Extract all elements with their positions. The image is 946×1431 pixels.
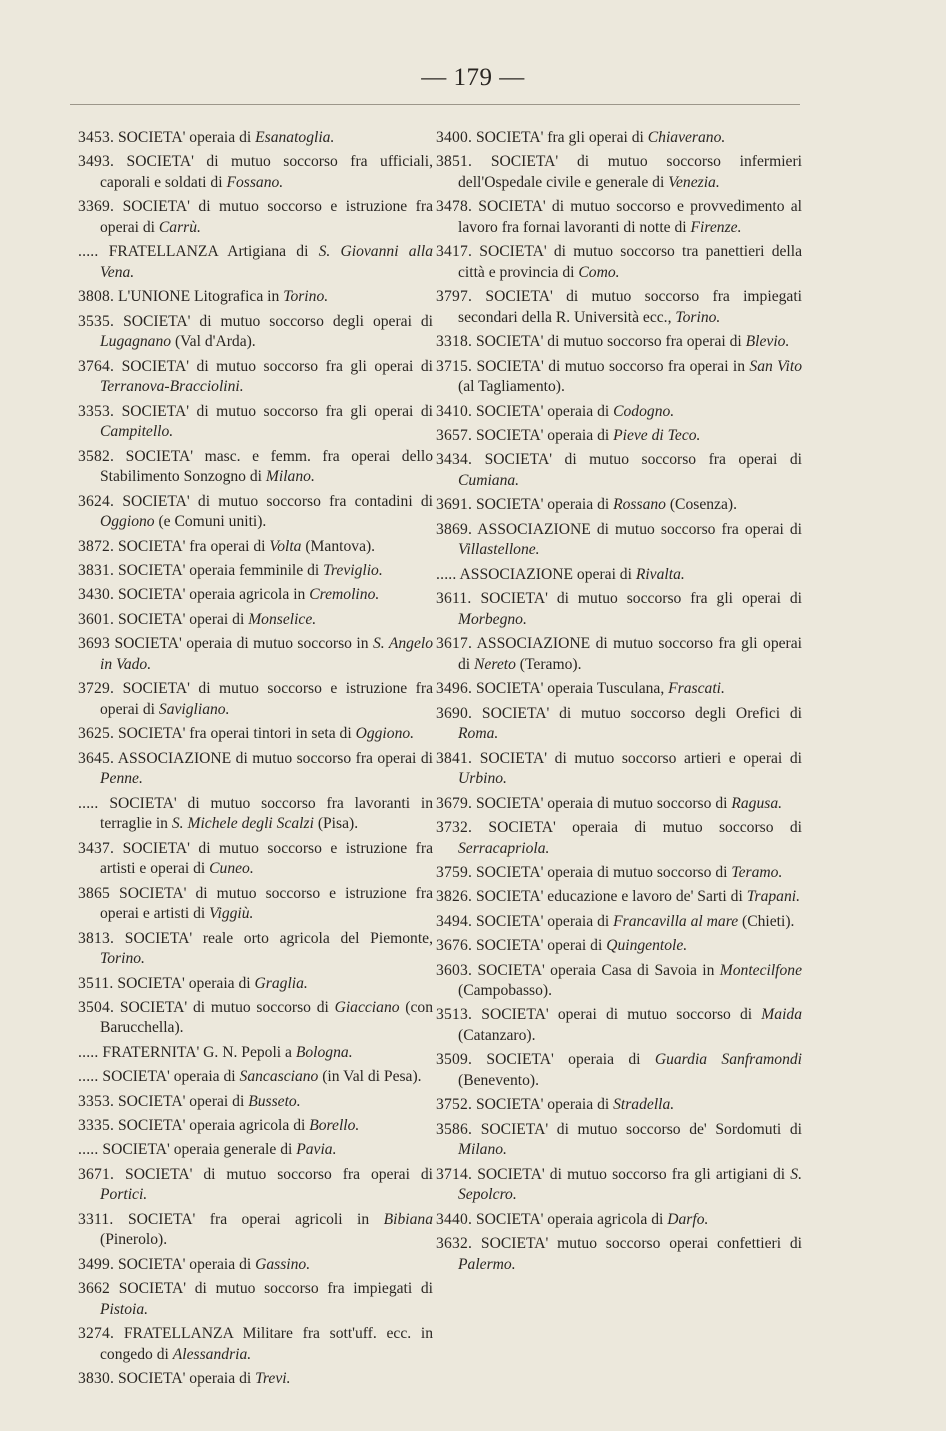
list-entry bbox=[78, 724, 433, 745]
entry-place: Borello. bbox=[309, 1117, 360, 1135]
entry-text: SOCIETA' operaia di bbox=[486, 1051, 655, 1069]
entry-place: Pistoia. bbox=[100, 1300, 149, 1318]
entry-number: 3504. bbox=[78, 998, 115, 1016]
entry-text: SOCIETA' di mutuo soccorso fra impiegati secondari della R. Università ecc., bbox=[458, 288, 802, 326]
entry-text: ASSOCIAZIONE di mutuo soccorso fra operai di bbox=[117, 749, 433, 767]
entry-place: Milano. bbox=[458, 1141, 507, 1159]
entry-text: SOCIETA' di mutuo soccorso fra gli operai di bbox=[480, 590, 803, 608]
list-entry bbox=[78, 1210, 433, 1251]
list-entry bbox=[78, 357, 433, 398]
entry-place: Como. bbox=[578, 263, 620, 281]
entry-text: SOCIETA' mutuo soccorso operai confettieri di bbox=[480, 1235, 802, 1253]
list-entry bbox=[436, 450, 802, 491]
right-column bbox=[436, 128, 802, 1279]
entry-number: ..... bbox=[436, 565, 457, 583]
entry-text: SOCIETA' di mutuo soccorso artieri e operai di bbox=[479, 749, 802, 767]
entry-number: ..... bbox=[78, 1043, 99, 1061]
entry-text: SOCIETA' operaia di bbox=[118, 1370, 256, 1388]
list-entry bbox=[436, 794, 802, 815]
entry-text: FRATELLANZA Artigiana di bbox=[108, 243, 319, 261]
entry-suffix: (Catanzaro). bbox=[458, 1027, 536, 1045]
entry-number: 3632. bbox=[436, 1235, 473, 1253]
entry-number: 3813. bbox=[78, 929, 115, 947]
entry-place: S. Giovanni alla Vena. bbox=[100, 243, 433, 281]
entry-suffix: (Pinerolo). bbox=[100, 1231, 168, 1249]
entry-suffix: (in Val di Pesa). bbox=[318, 1068, 422, 1086]
entry-text: SOCIETA' di mutuo soccorso fra ufficiali, caporali e soldati di bbox=[100, 153, 433, 191]
entry-place: Terranova-Bracciolini. bbox=[100, 378, 244, 396]
entry-place: S. Angelo in Vado. bbox=[100, 635, 433, 673]
entry-number: 3715. bbox=[436, 357, 473, 375]
list-entry bbox=[78, 242, 433, 283]
entry-text: SOCIETA' di mutuo soccorso e provvedimento al lavoro fra fornai lavoranti di notte di bbox=[458, 198, 802, 236]
list-entry bbox=[78, 1165, 433, 1206]
entry-place: Oggiono. bbox=[355, 725, 415, 743]
entry-place: Carrù. bbox=[158, 218, 201, 236]
list-entry bbox=[436, 1005, 802, 1046]
list-entry bbox=[436, 1120, 802, 1161]
entry-number: 3437. bbox=[78, 839, 115, 857]
entry-suffix: (Chieti). bbox=[738, 912, 795, 930]
entry-suffix: (al Tagliamento). bbox=[458, 378, 565, 396]
entry-place: Blevio. bbox=[745, 333, 790, 351]
entry-text: SOCIETA' operai di bbox=[118, 610, 249, 628]
entry-text: SOCIETA' di mutuo soccorso e istruzione fra operai di bbox=[100, 198, 433, 236]
entry-text: SOCIETA' operaia di mutuo soccorso di bbox=[488, 818, 802, 836]
entry-text: SOCIETA' operaia di mutuo soccorso di bbox=[476, 794, 732, 812]
entry-number: 3511. bbox=[78, 974, 114, 992]
entry-place: San Vito bbox=[749, 357, 802, 375]
entry-place: Darfo. bbox=[667, 1210, 709, 1228]
entry-text: SOCIETA' operai di bbox=[118, 1092, 249, 1110]
entry-place: Roma. bbox=[458, 725, 499, 743]
entry-place: Firenze. bbox=[690, 218, 742, 236]
entry-number: 3831. bbox=[78, 562, 115, 580]
list-entry bbox=[436, 704, 802, 745]
list-entry bbox=[78, 1043, 433, 1064]
list-entry bbox=[78, 197, 433, 238]
entry-number: 3586. bbox=[436, 1120, 473, 1138]
entry-suffix: (Val d'Arda). bbox=[171, 333, 256, 351]
entry-place: Bologna. bbox=[295, 1043, 353, 1061]
entry-place: Pavia. bbox=[296, 1141, 337, 1159]
entry-number: 3690. bbox=[436, 704, 473, 722]
entry-text: SOCIETA' operaia di bbox=[117, 974, 255, 992]
entry-suffix: (Pisa). bbox=[313, 815, 359, 833]
entry-place: S. Michele degli Scalzi bbox=[171, 815, 314, 833]
entry-text: SOCIETA' di mutuo soccorso de' Sordomuti di bbox=[480, 1120, 802, 1138]
entry-text: SOCIETA' operaia agricola di bbox=[118, 1117, 310, 1135]
entry-place: Gassino. bbox=[255, 1255, 311, 1273]
entry-text: SOCIETA' di mutuo soccorso e istruzione fra operai di bbox=[100, 680, 433, 718]
list-entry bbox=[78, 1116, 433, 1137]
entry-suffix: (Cosenza). bbox=[665, 496, 737, 514]
entry-number: 3311. bbox=[78, 1210, 114, 1228]
list-entry bbox=[436, 1050, 802, 1091]
list-entry bbox=[78, 1140, 433, 1161]
entry-suffix: (con Barucchella). bbox=[100, 998, 433, 1037]
entry-text: SOCIETA' di mutuo soccorso di bbox=[119, 998, 335, 1016]
entry-text: SOCIETA' di mutuo soccorso infermieri dell'Ospedale civile e generale di bbox=[458, 153, 802, 191]
entry-text: SOCIETA' fra gli operai di bbox=[476, 129, 648, 146]
entry-number: 3617. bbox=[436, 635, 473, 653]
entry-text: SOCIETA' di mutuo soccorso e istruzione fra operai e artisti di bbox=[100, 884, 433, 923]
entry-text: SOCIETA' di mutuo soccorso fra gli artigiani di bbox=[477, 1165, 791, 1183]
entry-number: 3274. bbox=[78, 1325, 115, 1343]
list-entry bbox=[436, 818, 802, 859]
entry-text: SOCIETA' di mutuo soccorso fra lavoranti in terraglie in bbox=[100, 794, 433, 833]
entry-number: 3841. bbox=[436, 749, 473, 767]
header-rule bbox=[70, 104, 800, 105]
entry-place: Graglia. bbox=[254, 974, 308, 992]
list-entry bbox=[78, 1255, 433, 1276]
list-entry bbox=[78, 1092, 433, 1113]
entry-text: SOCIETA' operaia femminile di bbox=[118, 562, 324, 580]
list-entry bbox=[78, 152, 433, 193]
entry-number: 3453. bbox=[78, 129, 115, 146]
list-entry bbox=[78, 402, 433, 443]
entry-number: 3353. bbox=[78, 402, 115, 420]
entry-text: SOCIETA' di mutuo soccorso e istruzione fra artisti e operai di bbox=[100, 839, 433, 878]
entry-place: Rossano bbox=[613, 496, 666, 514]
list-entry bbox=[436, 495, 802, 516]
entry-text: SOCIETA' di mutuo soccorso degli operai di bbox=[123, 312, 434, 330]
list-entry bbox=[78, 998, 433, 1039]
entry-text: SOCIETA' di mutuo soccorso fra gli operai di bbox=[121, 402, 433, 420]
list-entry bbox=[78, 1324, 433, 1365]
entry-number: 3851. bbox=[436, 153, 473, 171]
entry-suffix: (Benevento). bbox=[458, 1072, 539, 1090]
entry-number: 3826. bbox=[436, 888, 473, 906]
list-entry bbox=[436, 589, 802, 630]
list-entry bbox=[436, 152, 802, 193]
entry-text: ASSOCIAZIONE operai di bbox=[459, 565, 636, 583]
list-entry bbox=[436, 936, 802, 957]
entry-place: Frascati. bbox=[668, 680, 725, 698]
list-entry bbox=[78, 492, 433, 533]
list-entry bbox=[436, 1234, 802, 1275]
list-entry bbox=[78, 1279, 433, 1320]
entry-text: SOCIETA' operaia agricola in bbox=[118, 586, 310, 604]
entry-place: Morbegno. bbox=[458, 610, 527, 628]
entry-place: Penne. bbox=[100, 770, 143, 788]
list-entry bbox=[436, 634, 802, 675]
entry-number: 3865 bbox=[78, 884, 110, 902]
list-entry bbox=[436, 287, 802, 328]
list-entry bbox=[78, 839, 433, 880]
entry-number: 3752. bbox=[436, 1096, 473, 1114]
entry-place: Fossano. bbox=[226, 173, 284, 191]
entry-number: ..... bbox=[78, 1068, 99, 1086]
entry-text: SOCIETA' di mutuo soccorso tra panettieri della città e provincia di bbox=[458, 243, 803, 281]
entry-text: SOCIETA' operaia di bbox=[476, 427, 614, 445]
entry-number: 3679. bbox=[436, 794, 473, 812]
entry-number: 3494. bbox=[436, 912, 473, 930]
entry-text: SOCIETA' fra operai tintori in seta di bbox=[118, 725, 356, 743]
entry-place: Busseto. bbox=[248, 1092, 301, 1110]
entry-place: Esanatoglia. bbox=[255, 129, 335, 146]
list-entry bbox=[436, 961, 802, 1002]
entry-place: Pieve di Teco. bbox=[613, 427, 701, 445]
entry-number: ..... bbox=[78, 1141, 99, 1159]
entry-text: SOCIETA' di mutuo soccorso fra contadini di bbox=[122, 492, 433, 510]
entry-number: 3430. bbox=[78, 586, 115, 604]
list-entry bbox=[78, 128, 433, 149]
entry-number: ..... bbox=[78, 794, 99, 812]
list-entry bbox=[436, 565, 802, 586]
entry-number: 3369. bbox=[78, 198, 115, 216]
entry-place: Lugagnano bbox=[100, 333, 172, 351]
entry-number: 3440. bbox=[436, 1210, 473, 1228]
list-entry bbox=[78, 585, 433, 606]
list-entry bbox=[436, 1095, 802, 1116]
entry-place: Torino. bbox=[675, 308, 721, 326]
entry-place: Oggiono bbox=[100, 513, 155, 531]
entry-place: Serracapriola. bbox=[458, 839, 550, 857]
list-entry bbox=[78, 447, 433, 488]
entry-place: Ragusa. bbox=[731, 794, 783, 812]
entry-place: Montecilfone bbox=[719, 961, 803, 979]
list-entry bbox=[436, 887, 802, 908]
entry-number: 3691. bbox=[436, 496, 473, 514]
list-entry bbox=[78, 610, 433, 631]
list-entry bbox=[78, 1067, 433, 1088]
list-entry bbox=[436, 402, 802, 423]
list-entry bbox=[78, 679, 433, 720]
entry-number: 3830. bbox=[78, 1370, 115, 1388]
entry-number: 3318. bbox=[436, 333, 473, 351]
list-entry bbox=[78, 794, 433, 835]
entry-place: Monselice. bbox=[248, 610, 317, 628]
entry-number: 3496. bbox=[436, 680, 473, 698]
entry-suffix: (Teramo). bbox=[515, 655, 582, 673]
entry-text: SOCIETA' di mutuo soccorso degli Orefici di bbox=[481, 704, 802, 722]
list-entry bbox=[78, 884, 433, 925]
entry-number: 3535. bbox=[78, 312, 115, 330]
entry-number: 3662 bbox=[78, 1280, 110, 1298]
list-entry bbox=[436, 128, 802, 149]
list-entry bbox=[436, 1210, 802, 1231]
entry-text: FRATERNITA' G. N. Pepoli a bbox=[102, 1043, 296, 1061]
entry-text: SOCIETA' di mutuo soccorso fra operai di bbox=[125, 1165, 433, 1183]
entry-number: 3509. bbox=[436, 1051, 473, 1069]
list-entry bbox=[78, 537, 433, 558]
entry-text: SOCIETA' operai di mutuo soccorso di bbox=[481, 1006, 762, 1024]
entry-place: Palermo. bbox=[458, 1255, 516, 1273]
entry-place: Bibiana bbox=[383, 1210, 433, 1228]
entry-place: Viggiù. bbox=[209, 905, 254, 923]
entry-place: Cumiana. bbox=[458, 472, 520, 490]
entry-number: 3657. bbox=[436, 427, 473, 445]
entry-number: 3671. bbox=[78, 1165, 115, 1183]
entry-text: FRATELLANZA Militare fra sott'uff. ecc. in congedo di bbox=[100, 1325, 433, 1363]
list-entry bbox=[78, 749, 433, 790]
entry-place: Venezia. bbox=[668, 173, 720, 191]
entry-text: SOCIETA' di mutuo soccorso fra operai in bbox=[476, 357, 750, 375]
entry-place: Torino. bbox=[283, 288, 329, 306]
entry-number: 3797. bbox=[436, 288, 473, 306]
entry-text: SOCIETA' operaia agricola di bbox=[476, 1210, 668, 1228]
entry-place: Nereto bbox=[474, 655, 516, 673]
list-entry bbox=[436, 749, 802, 790]
list-entry bbox=[436, 863, 802, 884]
entry-number: 3872. bbox=[78, 537, 115, 555]
entry-number: 3625. bbox=[78, 725, 115, 743]
entry-text: SOCIETA' operaia generale di bbox=[102, 1141, 297, 1159]
entry-text: L'UNIONE Litografica in bbox=[118, 288, 284, 306]
entry-text: SOCIETA' fra operai agricoli in bbox=[127, 1210, 384, 1228]
entry-text: SOCIETA' operaia di bbox=[476, 402, 614, 420]
entry-text: SOCIETA' di mutuo soccorso fra gli operai di bbox=[121, 357, 433, 375]
entry-number: 3417. bbox=[436, 243, 473, 261]
entry-place: Volta bbox=[269, 537, 302, 555]
entry-number: 3603. bbox=[436, 961, 473, 979]
list-entry bbox=[436, 197, 802, 238]
entry-suffix: (Mantova). bbox=[301, 537, 376, 555]
entry-place: Trevi. bbox=[255, 1370, 291, 1388]
entry-text: ASSOCIAZIONE di mutuo soccorso fra operai di bbox=[477, 520, 802, 538]
entry-place: Urbino. bbox=[458, 770, 507, 788]
entry-number: 3400. bbox=[436, 129, 473, 146]
list-entry bbox=[436, 1165, 802, 1206]
entry-place: Maida bbox=[761, 1006, 802, 1024]
entry-text: SOCIETA' operaia di mutuo soccorso di bbox=[476, 863, 732, 881]
entry-place: Trapani. bbox=[746, 888, 800, 906]
entry-number: ..... bbox=[78, 243, 99, 261]
entry-place: Guardia Sanframondi bbox=[654, 1051, 802, 1069]
list-entry bbox=[78, 561, 433, 582]
list-entry bbox=[78, 287, 433, 308]
entry-place: Alessandria. bbox=[172, 1345, 252, 1363]
entry-text: SOCIETA' operaia di bbox=[476, 912, 614, 930]
entry-number: 3499. bbox=[78, 1255, 115, 1273]
entry-number: 3353. bbox=[78, 1092, 115, 1110]
entry-place: Campitello. bbox=[100, 423, 174, 441]
entry-place: Cuneo. bbox=[209, 860, 254, 878]
entry-place: Francavilla al mare bbox=[613, 912, 739, 930]
list-entry bbox=[78, 634, 433, 675]
entry-place: Codogno. bbox=[613, 402, 675, 420]
entry-text: SOCIETA' operaia Tusculana, bbox=[476, 680, 669, 698]
entry-number: 3645. bbox=[78, 749, 115, 767]
entry-suffix: (e Comuni uniti). bbox=[154, 513, 267, 531]
entry-place: Rivalta. bbox=[635, 565, 685, 583]
entry-text: SOCIETA' di mutuo soccorso fra impiegati di bbox=[118, 1280, 434, 1298]
entry-text: SOCIETA' operaia di mutuo soccorso in bbox=[114, 635, 373, 653]
entry-number: 3582. bbox=[78, 447, 115, 465]
entry-suffix: (Campobasso). bbox=[458, 982, 552, 1000]
entry-text: SOCIETA' fra operai di bbox=[118, 537, 270, 555]
entry-place: Chiaverano. bbox=[647, 129, 726, 146]
list-entry bbox=[436, 242, 802, 283]
entry-place: Villastellone. bbox=[458, 541, 540, 559]
entry-number: 3729. bbox=[78, 680, 115, 698]
entry-text: SOCIETA' reale orto agricola del Piemonte, bbox=[124, 929, 433, 947]
entry-text: SOCIETA' di mutuo soccorso fra operai di bbox=[476, 333, 746, 351]
entry-number: 3611. bbox=[436, 590, 472, 608]
entry-text: SOCIETA' operai di bbox=[476, 937, 607, 955]
entry-number: 3732. bbox=[436, 818, 473, 836]
entry-number: 3624. bbox=[78, 492, 115, 510]
list-entry bbox=[436, 679, 802, 700]
list-entry bbox=[78, 974, 433, 995]
entry-place: Sancasciano bbox=[239, 1068, 319, 1086]
entry-place: Milano. bbox=[265, 468, 315, 486]
list-entry bbox=[78, 929, 433, 970]
entry-place: S. Sepolcro. bbox=[458, 1165, 802, 1204]
entry-place: Teramo. bbox=[731, 863, 783, 881]
entry-place: Torino. bbox=[100, 950, 145, 968]
entry-number: 3676. bbox=[436, 937, 473, 955]
entry-number: 3601. bbox=[78, 610, 115, 628]
entry-place: Cremolino. bbox=[309, 586, 380, 604]
entry-text: ASSOCIAZIONE di mutuo soccorso fra gli operai di bbox=[458, 635, 803, 673]
list-entry bbox=[78, 312, 433, 353]
entry-number: 3513. bbox=[436, 1006, 473, 1024]
entry-place: Giacciano bbox=[334, 998, 400, 1016]
entry-text: SOCIETA' operaia di bbox=[102, 1068, 240, 1086]
entry-number: 3759. bbox=[436, 863, 473, 881]
list-entry bbox=[436, 912, 802, 933]
entry-number: 3869. bbox=[436, 520, 473, 538]
entry-number: 3410. bbox=[436, 402, 473, 420]
entry-number: 3478. bbox=[436, 198, 473, 216]
entry-text: SOCIETA' di mutuo soccorso fra operai di bbox=[484, 451, 802, 469]
entry-text: SOCIETA' masc. e femm. fra operai dello Stabilimento Sonzogno di bbox=[100, 447, 433, 486]
entry-place: Savigliano. bbox=[158, 700, 230, 718]
entry-text: SOCIETA' operaia di bbox=[118, 1255, 256, 1273]
entry-number: 3808. bbox=[78, 288, 115, 306]
list-entry bbox=[436, 426, 802, 447]
entry-number: 3335. bbox=[78, 1117, 115, 1135]
entry-number: 3434. bbox=[436, 451, 473, 469]
entry-number: 3714. bbox=[436, 1165, 473, 1183]
list-entry bbox=[436, 357, 802, 398]
list-entry bbox=[78, 1369, 433, 1390]
entry-text: SOCIETA' educazione e lavoro de' Sarti di bbox=[476, 888, 747, 906]
entry-number: 3693 bbox=[78, 635, 110, 653]
entry-place: Portici. bbox=[100, 1186, 148, 1204]
entry-text: SOCIETA' operaia di bbox=[476, 496, 614, 514]
list-entry bbox=[436, 332, 802, 353]
entry-number: 3764. bbox=[78, 357, 115, 375]
entry-text: SOCIETA' operaia Casa di Savoia in bbox=[477, 961, 720, 979]
entry-place: Stradella. bbox=[613, 1096, 675, 1114]
entry-place: Treviglio. bbox=[323, 562, 383, 580]
page-number: — 179 — bbox=[421, 64, 525, 91]
list-entry bbox=[436, 520, 802, 561]
entry-text: SOCIETA' operaia di bbox=[118, 129, 256, 146]
entry-number: 3493. bbox=[78, 153, 115, 171]
entry-text: SOCIETA' operaia di bbox=[476, 1096, 614, 1114]
entry-place: Quingentole. bbox=[606, 937, 688, 955]
left-column bbox=[78, 128, 433, 1394]
